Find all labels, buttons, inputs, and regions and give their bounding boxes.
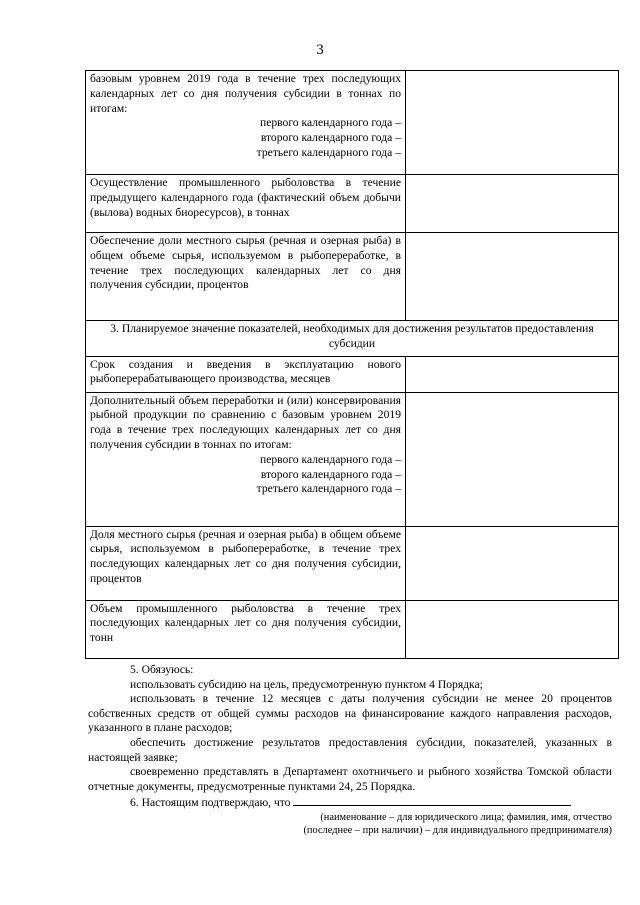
year-label: второго календарного года – — [260, 467, 401, 481]
indicator-value-cell[interactable] — [406, 392, 619, 526]
indicator-label — [86, 71, 406, 175]
indicator-label — [86, 392, 406, 526]
indicator-value-cell[interactable] — [406, 526, 619, 600]
indicator-value-cell[interactable] — [406, 233, 619, 321]
year-label: первого календарного года – — [259, 452, 401, 466]
indicator-label — [86, 175, 406, 233]
obligation-item: своевременно представлять в Департамент охотничьего и рыбного хозяйства Томской области отчетные документы, предусмотренные пунктами 24, 25 Порядка. — [88, 765, 612, 793]
year-label: третьего календарного года – — [256, 145, 401, 159]
table-row — [86, 175, 619, 233]
indicator-text: Дополнительный объем переработки и (или) консервирования рыбной продукции по сравнению с базовым уровнем 2019 года в течение трех последующих календарных лет со дня получения субсидии в тоннах по итогам: — [90, 393, 401, 451]
confirmation-line — [88, 794, 612, 811]
year-label: второго календарного года – — [260, 131, 401, 145]
indicators-table — [85, 70, 619, 659]
indicator-label — [86, 526, 406, 600]
obligations-block — [88, 663, 612, 837]
indicator-value-cell[interactable] — [406, 600, 619, 658]
indicator-text: Осуществление промышленного рыболовства в течение предыдущего календарного года (фактический объем добычи (вылова) водных биоресурсов), в тоннах — [90, 176, 401, 219]
year-label: первого календарного года – — [259, 116, 401, 130]
section-3-title: 3. Планируемое значение показателей, необходимых для достижения результатов предоставления субсидии — [86, 321, 619, 357]
obligation-item: использовать в течение 12 месяцев с даты получения субсидии не менее 20 процентов собственных средств от общей суммы расходов на финансирование каждого направления расходов, указанного в плане расходов; — [88, 692, 612, 735]
indicator-value-cell[interactable] — [406, 175, 619, 233]
obligation-item: использовать субсидию на цель, предусмотренную пунктом 4 Порядка; — [130, 677, 483, 691]
indicator-text: Доля местного сырья (речная и озерная рыба) в общем объеме сырья, используемом в рыбопереработке, в течение трех последующих календарных лет со дня получения субсидии, процентов — [90, 527, 401, 585]
table-row — [86, 356, 619, 392]
indicator-label — [86, 233, 406, 321]
year-label: третьего календарного года – — [256, 482, 401, 496]
obligation-item: обеспечить достижение результатов предоставления субсидии, показателей, указанных в настоящей заявке; — [88, 735, 612, 764]
table-row — [86, 526, 619, 600]
page-number: 3 — [316, 42, 324, 58]
indicator-text: базовым уровнем 2019 года в течение трех последующих календарных лет со дня получения субсидии в тоннах по итогам: — [90, 72, 401, 115]
indicator-value-cell[interactable] — [406, 71, 619, 175]
table-row — [86, 233, 619, 321]
table-row — [86, 600, 619, 658]
table-row — [86, 392, 619, 526]
obligations-heading: 5. Обязуюсь: — [130, 663, 194, 676]
field-note-2: (последнее – при наличии) – для индивидуального предпринимателя) — [303, 824, 612, 836]
indicator-label — [86, 600, 406, 658]
indicator-text: Срок создания и введения в эксплуатацию нового рыбоперерабатывающего производства, месяцев — [90, 357, 401, 386]
field-note-1: (наименование – для юридического лица; фамилия, имя, отчество — [320, 811, 612, 823]
table-row — [86, 71, 619, 175]
indicator-value-cell[interactable] — [406, 356, 619, 392]
applicant-name-field[interactable] — [293, 794, 571, 806]
indicator-label — [86, 356, 406, 392]
confirmation-text: 6. Настоящим подтверждаю, что — [130, 796, 291, 810]
indicator-text: Объем промышленного рыболовства в течение трех последующих календарных лет со дня получения субсидии, тонн — [90, 601, 401, 645]
indicator-text: Обеспечение доли местного сырья (речная и озерная рыба) в общем объеме сырья, используемом в рыбопереработке, в течение трех последующих календарных лет со дня получения субсидии, процентов — [90, 234, 401, 292]
section-header-row — [86, 321, 619, 357]
